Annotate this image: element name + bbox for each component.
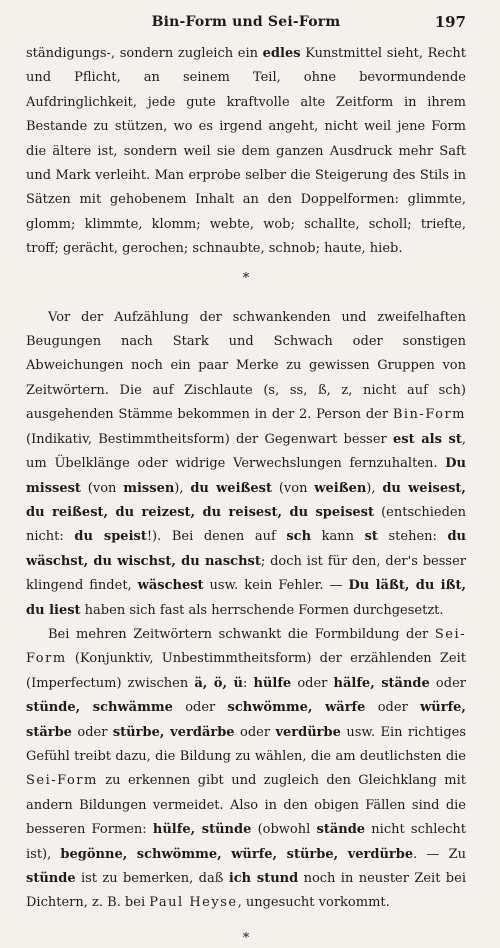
running-header	[26, 10, 466, 32]
running-title: Bin-Form und Sei-Form	[151, 14, 341, 30]
section-separator: *	[242, 270, 250, 286]
section-verb-forms	[26, 306, 466, 916]
section-continuation	[26, 42, 466, 262]
paragraph-sibilant-verbs: Vor der Aufzählung der schwankenden und zweifelhaften Beugungen nach Stark und Schwach oder sonstigen Abweichungen noch ein paar Merke zu gewissen Gruppen von Zeitwörtern. Die auf Zischlaute (s, ss, ß, z, nicht auf sch) ausgehenden Stämme bekommen in der 2. Person der Bin-Form (Indikativ, Bestimmtheitsform) der Gegenwart besser est als st, um Übelklänge oder widrige Verwechslungen fernzuhalten. Du missest (von missen), du weißest (von weißen), du weisest, du reißest, du reizest, du reisest, du speisest (entschieden nicht: du speist!). Bei denen auf sch kann st stehen: du wäschst, du wischst, du naschst; doch ist für den, der's besser klingend findet, wäschest usw. kein Fehler. — Du läßt, du ißt, du liest haben sich fast als herrschende Formen durchgesetzt.	[26, 309, 467, 618]
paragraph-subjunctive-forms: Bei mehren Zeitwörtern schwankt die Formbildung der Sei-Form (Konjunktiv, Unbestimmtheitsform) der erzählenden Zeit (Imperfectum) zwischen ä, ö, ü: hülfe oder hälfe, stände oder stünde, schwämme oder schwömme, wärfe oder würfe, stärbe oder stürbe, verdärbe oder verdürbe usw. Ein richtiges Gefühl treibt dazu, die Bildung zu wählen, die am deutlichsten die Sei-Form zu erkennen gibt und zugleich den Gleichklang mit andern Bildungen vermeidet. Also in den obigen Fällen sind die besseren Formen: hülfe, stünde (obwohl stände nicht schlecht ist), begönne, schwömme, würfe, stürbe, verdürbe. — Zu stünde ist zu bemerken, daß ich stund noch in neuster Zeit bei Dichtern, z. B. bei Paul Heyse, ungesucht vorkommt.	[26, 626, 467, 911]
page-number: 197	[434, 13, 466, 31]
section-separator-end: *	[242, 930, 250, 946]
paragraph-continuation: ständigungs-, sondern zugleich ein edles Kunstmittel sieht, Recht und Pflicht, an seinem Teil, ohne bevormundende Aufdringlichkeit, jede gute kraftvolle alte Zeitform in ihrem Bestande zu stützen, wo es irgend angeht, nicht weil jene Form die ältere ist, sondern weil sie dem ganzen Ausdruck mehr Saft und Mark verleiht. Man erprobe selber die Steigerung des Stils in Sätzen mit gehobenem Inhalt an den Doppelformen: glimmte, glomm; klimmte, klomm; webte, wob; schallte, scholl; triefte, troff; gerächt, gerochen; schnaubte, schnob; haute, hieb.	[26, 46, 467, 257]
